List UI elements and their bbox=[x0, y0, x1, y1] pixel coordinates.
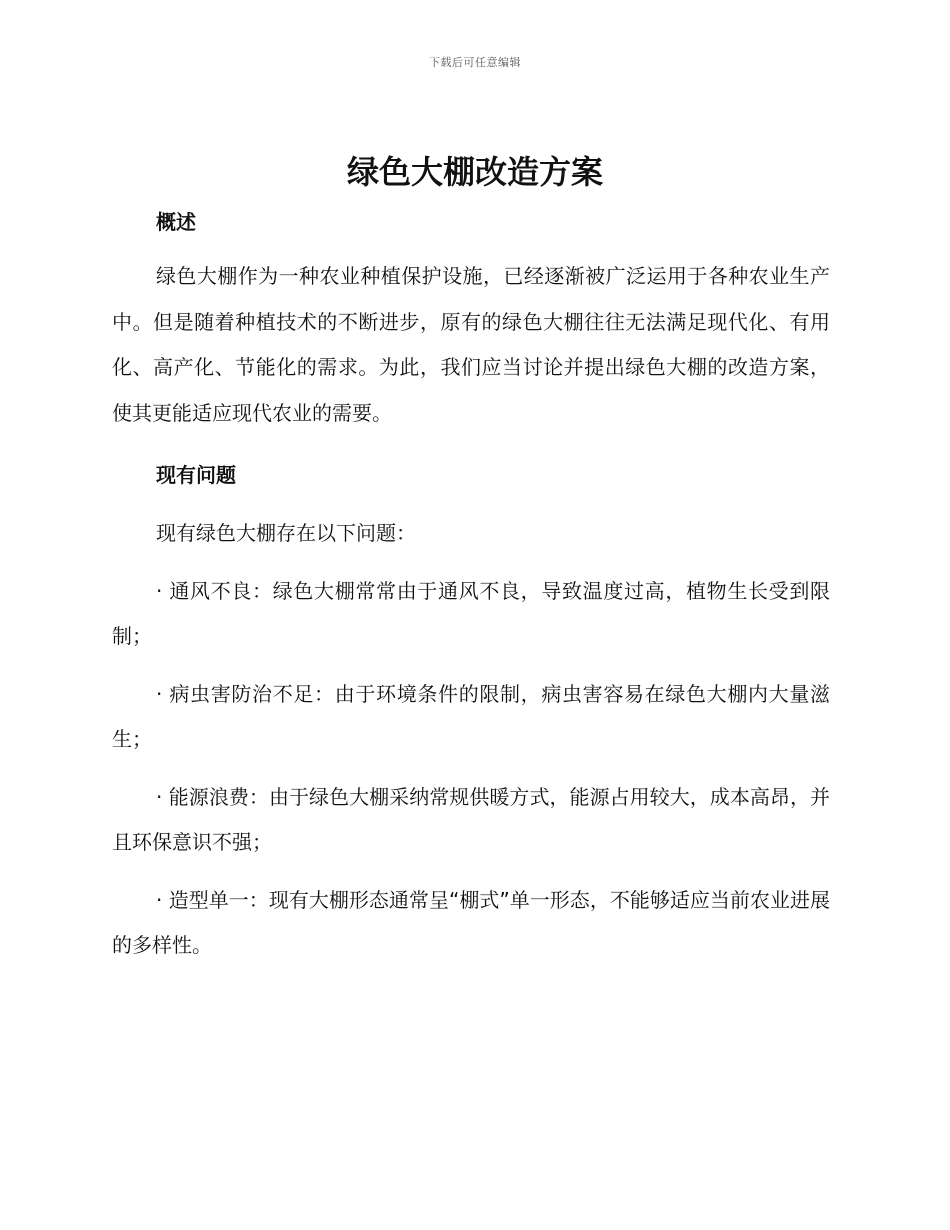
document-body bbox=[112, 200, 830, 969]
document-title: 绿色大棚改造方案 bbox=[346, 153, 603, 191]
overview-paragraph: 绿色大棚作为一种农业种植保护设施，已经逐渐被广泛运用于各种农业生产中。但是随着种植技术的不断进步，原有的绿色大棚往往无法满足现代化、有用化、高产化、节能化的需求。为此，我们应当讨论并提出绿色大棚的改造方案，使其更能适应现代农业的需要。 bbox=[112, 264, 830, 425]
section-heading-overview: 概述 bbox=[156, 210, 196, 234]
problem-item-energy-waste: · 能源浪费：由于绿色大棚采纳常规供暖方式，能源占用较大，成本高昂，并且环保意识不强； bbox=[112, 784, 830, 854]
section-heading-problems: 现有问题 bbox=[156, 463, 236, 487]
problems-intro: 现有绿色大棚存在以下问题： bbox=[156, 521, 416, 545]
problem-item-ventilation: · 通风不良：绿色大棚常常由于通风不良，导致温度过高，植物生长受到限制； bbox=[112, 578, 830, 648]
problem-item-single-shape: · 造型单一：现有大棚形态通常呈“棚式”单一形态，不能够适应当前农业进展的多样性。 bbox=[112, 887, 830, 957]
page-header-note: 下载后可任意编辑 bbox=[429, 56, 521, 69]
problem-item-pest-control: · 病虫害防治不足：由于环境条件的限制，病虫害容易在绿色大棚内大量滋生； bbox=[112, 681, 830, 751]
